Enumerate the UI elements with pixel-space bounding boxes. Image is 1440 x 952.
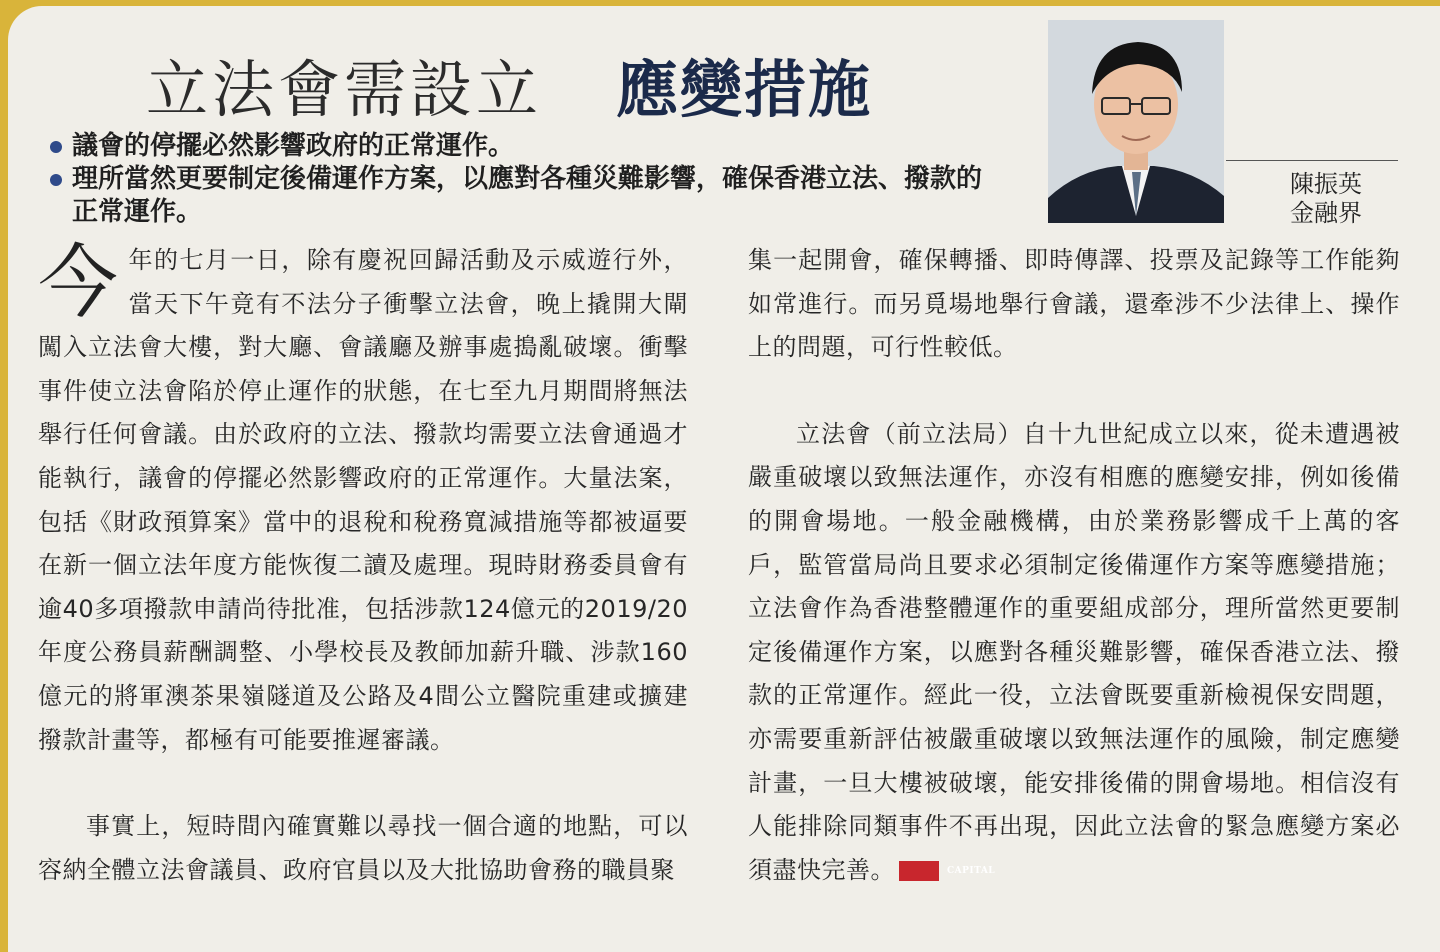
article-title	[146, 44, 872, 124]
title-part-2: 應變措施	[616, 52, 873, 126]
bullet-text: 理所當然更要制定後備運作方案，以應對各種災難影響，確保香港立法、撥款的正常運作。	[72, 164, 983, 227]
author-photo	[1048, 20, 1224, 223]
author-name: 陳振英	[1290, 170, 1362, 198]
drop-cap: 今	[38, 236, 119, 329]
article-paragraph	[748, 413, 1400, 893]
title-part-1: 立法會需設立	[146, 52, 543, 126]
author-byline	[1290, 170, 1362, 228]
article-column-right	[748, 239, 1400, 892]
magazine-page	[8, 6, 1440, 952]
paragraph-text: 立法會（前立法局）自十九世紀成立以來，從未遭遇被嚴重破壞以致無法運作，亦沒有相應的應變安排，例如後備的開會場地。一般金融機構，由於業務影響成千上萬的客戶，監管當局尚且要求必須制定後備運作方案等應變措施；立法會作為香港整體運作的重要組成部分，理所當然更要制定後備運作方案，以應對各種災難影響，確保香港立法、撥款的正常運作。經此一役，立法會既要重新檢視保安問題，亦需要重新評估被嚴重破壞以致無法運作的風險，制定應變計畫，一旦大樓被破壞，能安排後備的開會場地。相信沒有人能排除同類事件不再出現，因此立法會的緊急應變方案必須盡快完善。	[748, 419, 1400, 884]
summary-bullet	[48, 130, 988, 163]
bullet-dot-icon	[50, 141, 62, 153]
byline-divider	[1226, 160, 1398, 161]
paragraph-text: 事實上，短時間內確實難以尋找一個合適的地點，可以容納全體立法會議員、政府官員以及大批協助會務的職員聚	[38, 812, 688, 884]
author-portrait-icon	[1048, 20, 1224, 223]
bullet-dot-icon	[50, 174, 62, 186]
article-column-left	[38, 236, 688, 892]
summary-bullet	[48, 163, 988, 229]
article-paragraph	[748, 239, 1400, 370]
paragraph-text: 集一起開會，確保轉播、即時傳譯、投票及記錄等工作能夠如常進行。而另覓場地舉行會議，還牽涉不少法律上、操作上的問題，可行性較低。	[748, 246, 1400, 362]
bullet-text: 議會的停擺必然影響政府的正常運作。	[72, 131, 515, 161]
author-constituency: 金融界	[1290, 199, 1362, 227]
paragraph-text: 年的七月一日，除有慶祝回歸活動及示威遊行外，當天下午竟有不法分子衝擊立法會，晚上撬開大閘闖入立法會大樓，對大廳、會議廳及辦事處搗亂破壞。衝擊事件使立法會陷於停止運作的狀態，在七至九月期間將無法舉行任何會議。由於政府的立法、撥款均需要立法會通過才能執行，議會的停擺必然影響政府的正常運作。大量法案，包括《財政預算案》當中的退稅和稅務寬減措施等都被逼要在新一個立法年度方能恢復二讀及處理。現時財務委員會有逾40多項撥款申請尚待批准，包括涉款124億元的2019/20年度公務員薪酬調整、小學校長及教師加薪升職、涉款160億元的將軍澳茶果嶺隧道及公路及4間公立醫院重建或擴建撥款計畫等，都極有可能要推遲審議。	[38, 246, 688, 754]
article-paragraph	[38, 236, 688, 762]
article-paragraph	[38, 805, 688, 892]
summary-bullets	[48, 130, 988, 229]
capital-logo-icon: CAPITAL	[899, 861, 939, 881]
